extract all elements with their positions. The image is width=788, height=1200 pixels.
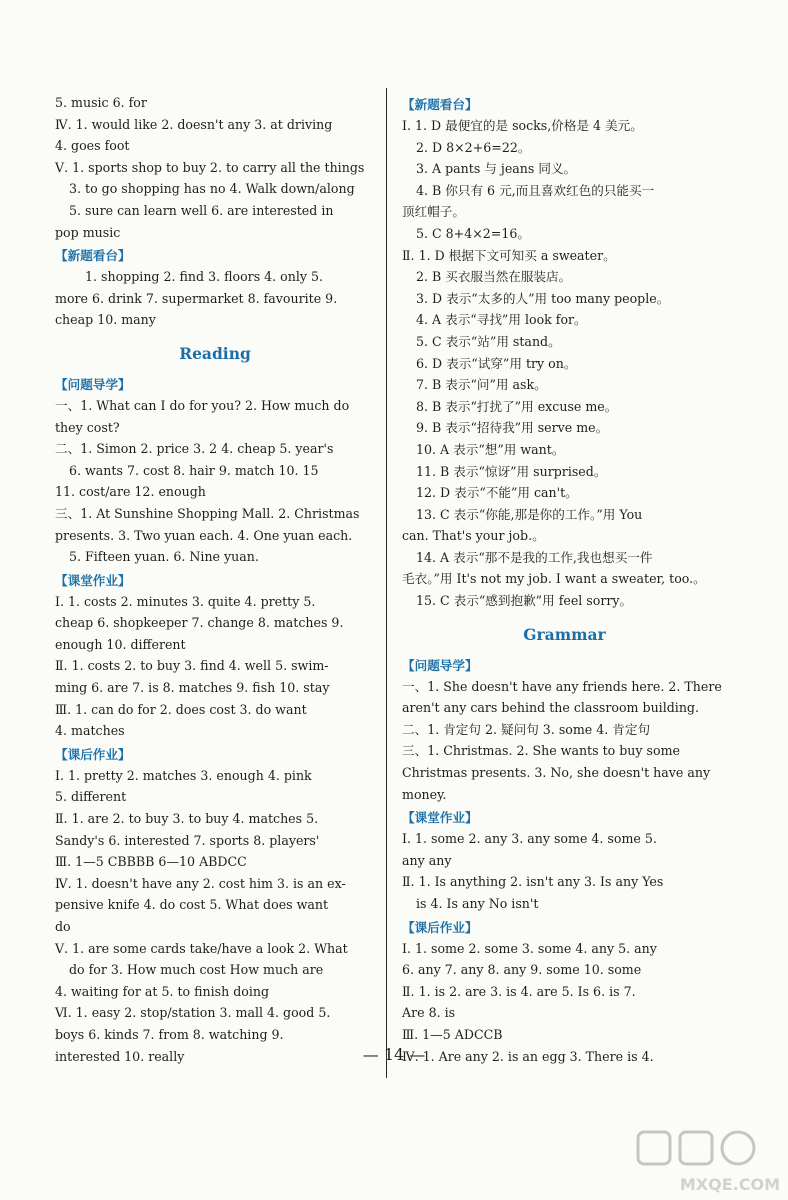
section-tag: 【问题导学】 xyxy=(402,657,478,673)
answer-line: Ⅰ. 1. costs 2. minutes 3. quite 4. pretty 5. xyxy=(55,593,316,609)
section-tag: 【课堂作业】 xyxy=(55,572,131,588)
answer-line: ming 6. are 7. is 8. matches 9. fish 10. stay xyxy=(55,680,330,696)
answer-line: 6. wants 7. cost 8. hair 9. match 10. 15 xyxy=(69,462,319,478)
answer-line: 5. Fifteen yuan. 6. Nine yuan. xyxy=(69,549,259,565)
answer-line: 4. B 你只有 6 元,而且喜欢红色的只能买一 xyxy=(416,182,655,198)
answer-line: 三、1. Christmas. 2. She wants to buy some xyxy=(402,743,680,759)
answer-line: 5. music 6. for xyxy=(55,95,147,110)
answer-line: boys 6. kinds 7. from 8. watching 9. xyxy=(55,1026,284,1042)
answer-line: 二、1. Simon 2. price 3. 2 4. cheap 5. year's xyxy=(55,441,334,457)
answer-line: money. xyxy=(402,786,447,802)
answer-line: Ⅰ. 1. D 最便宜的是 socks,价格是 4 美元。 xyxy=(402,118,643,133)
answer-line: Ⅴ. 1. are some cards take/have a look 2. What xyxy=(55,940,348,956)
section-tag: 【课堂作业】 xyxy=(402,810,478,826)
watermark-text: MXQE.COM xyxy=(679,1175,780,1194)
section-tag: 【新题看台】 xyxy=(402,97,478,112)
answer-line: 3. to go shopping has no 4. Walk down/along xyxy=(69,181,355,197)
answer-line: 毛衣。”用 It's not my job. I want a sweater, too.。 xyxy=(402,571,706,587)
column-divider xyxy=(386,88,387,1078)
answer-line: pop music xyxy=(55,224,121,240)
answer-line: presents. 3. Two yuan each. 4. One yuan each. xyxy=(55,527,353,543)
answer-line: any any xyxy=(402,852,452,868)
answer-line: 10. A 表示“想”用 want。 xyxy=(416,441,565,457)
answer-line: more 6. drink 7. supermarket 8. favourite 9. xyxy=(55,290,338,306)
answer-line: Ⅴ. 1. sports shop to buy 2. to carry all the things xyxy=(55,159,365,175)
answer-line: 5. C 表示“站”用 stand。 xyxy=(416,333,561,349)
answer-line: Ⅱ. 1. D 根据下文可知买 a sweater。 xyxy=(402,247,616,263)
answer-line: can. That's your job.。 xyxy=(402,528,545,544)
answer-line: 1. shopping 2. find 3. floors 4. only 5. xyxy=(85,269,324,285)
answer-line: is 4. Is any No isn't xyxy=(416,896,539,911)
answer-line: 13. C 表示“你能,那是你的工作。”用 You xyxy=(416,506,643,522)
answer-line: Ⅳ. 1. would like 2. doesn't any 3. at driving xyxy=(55,116,333,132)
answer-line: 2. B 买衣服当然在服装店。 xyxy=(416,269,572,285)
answer-line: Ⅵ. 1. easy 2. stop/station 3. mall 4. good 5. xyxy=(55,1005,331,1021)
section-heading: Grammar xyxy=(523,624,606,644)
answer-line: 11. cost/are 12. enough xyxy=(55,484,206,500)
answer-line: Ⅲ. 1. can do for 2. does cost 3. do want xyxy=(55,701,307,717)
answer-line: Christmas presents. 3. No, she doesn't have any xyxy=(402,765,711,781)
answer-line: Ⅱ. 1. is 2. are 3. is 4. are 5. Is 6. is 7. xyxy=(402,983,636,999)
answer-line: 2. D 8×2+6=22。 xyxy=(416,139,531,155)
right-column xyxy=(402,92,727,1067)
watermark-logo xyxy=(630,1128,780,1194)
answer-line: Ⅱ. 1. Is anything 2. isn't any 3. Is any Yes xyxy=(402,874,664,890)
answer-line: 9. B 表示“招待我”用 serve me。 xyxy=(416,420,609,436)
answer-line: interested 10. really xyxy=(55,1048,185,1064)
answer-line: cheap 10. many xyxy=(55,312,156,328)
answer-line: Ⅰ. 1. some 2. any 3. any some 4. some 5. xyxy=(402,831,657,847)
answer-line: Ⅲ. 1—5 CBBBB 6—10 ABDCC xyxy=(55,854,247,870)
section-heading: Reading xyxy=(179,343,251,363)
answer-line: 4. goes foot xyxy=(55,138,130,154)
answer-line: do for 3. How much cost How much are xyxy=(69,962,324,978)
section-tag: 【课后作业】 xyxy=(55,746,131,762)
left-column xyxy=(55,92,375,1067)
answer-line: they cost? xyxy=(55,419,120,435)
answer-line: Ⅰ. 1. pretty 2. matches 3. enough 4. pink xyxy=(55,767,312,783)
answer-line: Ⅳ. 1. Are any 2. is an egg 3. There is 4. xyxy=(402,1048,654,1064)
answer-line: pensive knife 4. do cost 5. What does want xyxy=(55,897,329,913)
answer-line: Ⅱ. 1. are 2. to buy 3. to buy 4. matches 5. xyxy=(55,811,319,827)
answer-line: 8. B 表示“打扰了”用 excuse me。 xyxy=(416,398,618,414)
answer-line: 一、1. What can I do for you? 2. How much do xyxy=(55,397,350,413)
answer-line: 3. A pants 与 jeans 同义。 xyxy=(416,161,577,177)
answer-line: Ⅰ. 1. some 2. some 3. some 4. any 5. any xyxy=(402,940,657,956)
answer-line: 6. any 7. any 8. any 9. some 10. some xyxy=(402,962,642,978)
answer-line: Sandy's 6. interested 7. sports 8. players' xyxy=(55,832,320,848)
answer-line: 4. waiting for at 5. to finish doing xyxy=(55,983,270,999)
answer-line: 5. sure can learn well 6. are interested in xyxy=(69,202,334,218)
answer-line: 顶红帽子。 xyxy=(402,204,465,220)
answer-line: 6. D 表示“试穿”用 try on。 xyxy=(416,355,577,371)
answer-line: Ⅱ. 1. costs 2. to buy 3. find 4. well 5. swim- xyxy=(55,658,329,674)
answer-line: 4. matches xyxy=(55,723,125,739)
answer-line: Are 8. is xyxy=(402,1005,456,1021)
answer-line: Ⅲ. 1—5 ADCCB xyxy=(402,1026,503,1042)
answer-line: 4. A 表示“寻找”用 look for。 xyxy=(416,312,587,328)
answer-line: 15. C 表示“感到抱歉”用 feel sorry。 xyxy=(416,593,633,609)
answer-line: 12. D 表示“不能”用 can't。 xyxy=(416,485,578,501)
answer-line: enough 10. different xyxy=(55,636,186,652)
answer-line: 一、1. She doesn't have any friends here. 2. There xyxy=(402,678,722,694)
answer-line: Ⅳ. 1. doesn't have any 2. cost him 3. is an ex- xyxy=(55,875,346,891)
answer-line: 5. C 8+4×2=16。 xyxy=(416,225,530,241)
answer-line: 11. B 表示“惊讶”用 surprised。 xyxy=(416,463,607,479)
section-tag: 【新题看台】 xyxy=(55,248,131,264)
answer-line: 7. B 表示“问”用 ask。 xyxy=(416,377,547,393)
answer-line: 三、1. At Sunshine Shopping Mall. 2. Christmas xyxy=(55,505,360,521)
answer-line: 14. A 表示“那不是我的工作,我也想买一件 xyxy=(416,549,653,565)
answer-line: do xyxy=(55,919,71,934)
answer-line: 3. D 表示“太多的人”用 too many people。 xyxy=(416,290,670,306)
answer-line: 二、1. 肯定句 2. 疑问句 3. some 4. 肯定句 xyxy=(402,721,651,737)
page-number: — 14 — xyxy=(362,1045,426,1064)
answer-line: cheap 6. shopkeeper 7. change 8. matches 9. xyxy=(55,615,344,631)
section-tag: 【课后作业】 xyxy=(402,919,478,935)
section-tag: 【问题导学】 xyxy=(55,376,131,392)
answer-line: 5. different xyxy=(55,789,127,805)
answer-line: aren't any cars behind the classroom building. xyxy=(402,700,699,716)
